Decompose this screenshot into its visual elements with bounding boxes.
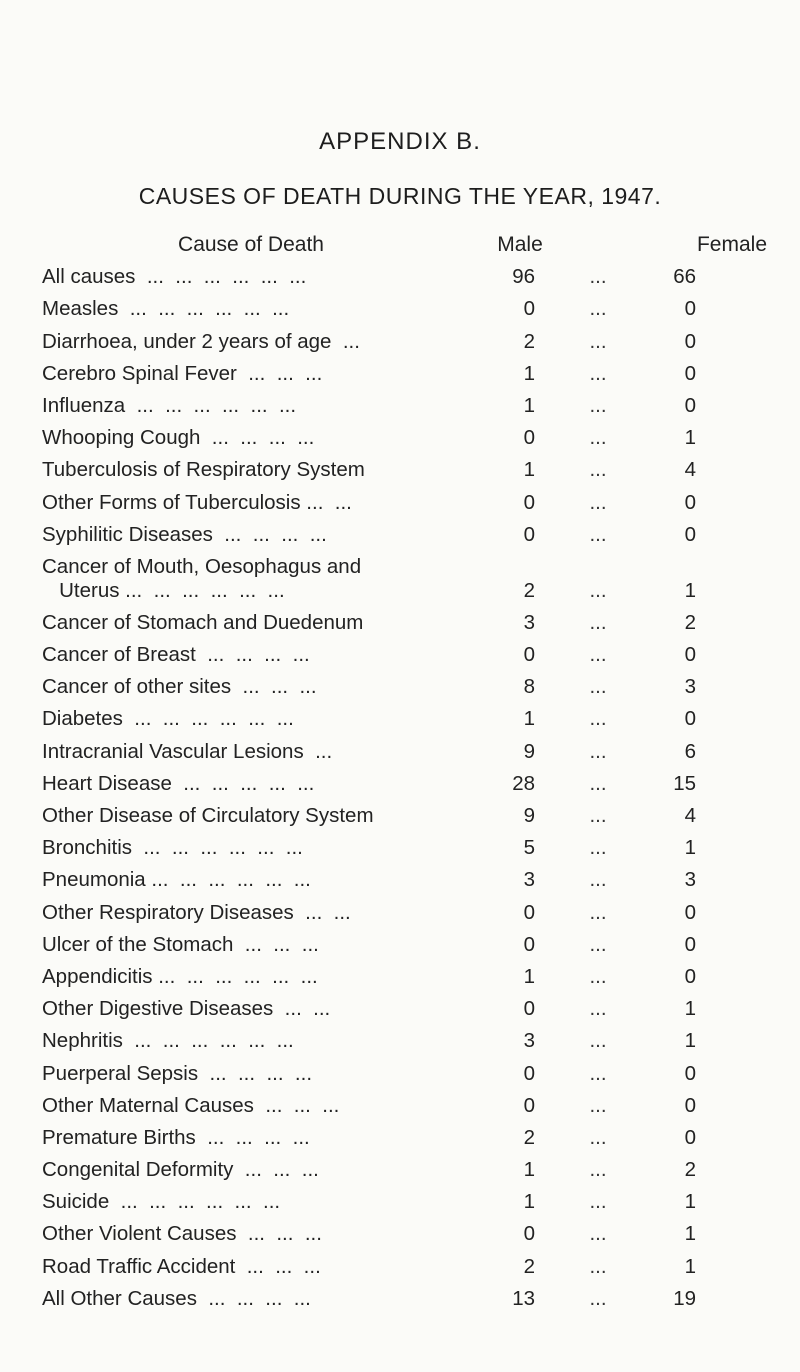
leader-dots: ... [589,329,607,353]
leader-dots: ... [589,997,607,1021]
cause-cell: Heart Disease ... ... ... ... ... [42,771,315,795]
cause-cell: Puerperal Sepsis ... ... ... ... [42,1061,313,1085]
female-count-cell: 1 [684,1254,696,1278]
female-count-cell: 66 [673,265,696,289]
male-count-cell: 3 [523,1029,535,1053]
table-title: CAUSES OF DEATH DURING THE YEAR, 1947. [138,183,662,209]
cause-cell: Other Disease of Circulatory System [42,804,374,827]
table-row [0,770,800,802]
table-row [0,931,800,963]
male-count-cell: 3 [523,610,535,634]
table-row [0,737,800,769]
male-count-cell: 5 [523,836,535,860]
table-row [0,456,800,488]
leader-dots: ... [589,739,607,763]
female-count-cell: 0 [684,900,696,924]
cause-cell: Nephritis ... ... ... ... ... ... [42,1029,294,1053]
leader-dots: ... [589,707,607,731]
cause-cell: Premature Births ... ... ... ... [42,1125,310,1149]
leader-dots: ... [589,578,607,602]
table-row [0,488,800,520]
male-count-cell: 0 [523,297,535,321]
male-count-cell: 1 [523,458,535,482]
leader-dots: ... [589,1222,607,1246]
male-count-cell: 0 [523,1093,535,1117]
cause-cell: Appendicitis ... ... ... ... ... ... [42,964,318,988]
table-row [0,295,800,327]
cause-cell: Syphilitic Diseases ... ... ... ... [42,522,327,546]
column-header-cause: Cause of Death [178,233,324,256]
table-row [0,424,800,456]
appendix-heading: APPENDIX B. [319,128,481,155]
female-count-cell: 0 [684,490,696,514]
male-count-cell: 3 [523,868,535,892]
leader-dots: ... [589,458,607,482]
female-count-cell: 1 [684,1029,696,1053]
female-count-cell: 1 [684,426,696,450]
table-row [0,834,800,866]
cause-cell: Cancer of Mouth, Oesophagus and Uterus ... ... ... ... ... ... [42,554,362,602]
table-row [0,705,800,737]
table-row [0,963,800,995]
male-count-cell: 0 [523,1061,535,1085]
leader-dots: ... [589,393,607,417]
table-row [0,327,800,359]
cause-cell: Influenza ... ... ... ... ... ... [42,393,297,417]
table-row [0,1027,800,1059]
male-count-cell: 2 [523,329,535,353]
leader-dots: ... [589,643,607,667]
cause-cell: Congenital Deformity ... ... ... [42,1158,319,1182]
table-row [0,1124,800,1156]
leader-dots: ... [589,771,607,795]
leader-dots: ... [589,1093,607,1117]
cause-cell: Other Maternal Causes ... ... ... [42,1093,340,1117]
table-row [0,995,800,1027]
female-count-cell: 1 [684,1222,696,1246]
female-count-cell: 0 [684,393,696,417]
male-count-cell: 0 [523,522,535,546]
male-count-cell: 2 [523,1254,535,1278]
male-count-cell: 28 [512,771,535,795]
female-count-cell: 6 [684,739,696,763]
table-row [0,521,800,553]
leader-dots: ... [589,522,607,546]
cause-cell: Pneumonia ... ... ... ... ... ... [42,868,311,892]
leader-dots: ... [589,900,607,924]
female-count-cell: 3 [684,675,696,699]
female-count-cell: 0 [684,297,696,321]
female-count-cell: 1 [684,836,696,860]
leader-dots: ... [589,675,607,699]
male-count-cell: 1 [523,1158,535,1182]
cause-cell: All Other Causes ... ... ... ... [42,1286,311,1310]
male-count-cell: 2 [523,578,535,602]
column-header-female: Female [696,233,768,256]
table-row [0,866,800,898]
female-count-cell: 1 [684,997,696,1021]
table-row [0,1059,800,1091]
female-count-cell: 2 [684,610,696,634]
cause-cell: Road Traffic Accident ... ... ... [42,1254,321,1278]
cause-cell: Diabetes ... ... ... ... ... ... [42,707,294,731]
cause-cell: Suicide ... ... ... ... ... ... [42,1190,281,1214]
leader-dots: ... [589,1190,607,1214]
table-row [0,609,800,641]
leader-dots: ... [589,1254,607,1278]
male-count-cell: 96 [512,265,535,289]
table-row [0,1156,800,1188]
leader-dots: ... [589,610,607,634]
leader-dots: ... [589,1286,607,1310]
cause-cell: Cerebro Spinal Fever ... ... ... [42,361,323,385]
female-count-cell: 0 [684,707,696,731]
table-row [0,553,800,609]
male-count-cell: 1 [523,964,535,988]
leader-dots: ... [589,1158,607,1182]
cause-cell: Bronchitis ... ... ... ... ... ... [42,836,303,860]
cause-cell: Diarrhoea, under 2 years of age ... [42,329,360,353]
leader-dots: ... [589,836,607,860]
leader-dots: ... [589,1029,607,1053]
cause-cell: Intracranial Vascular Lesions ... [42,739,333,763]
male-count-cell: 1 [523,707,535,731]
table-row [0,392,800,424]
female-count-cell: 0 [684,964,696,988]
female-count-cell: 15 [673,771,696,795]
table-row [0,1188,800,1220]
table-row [0,898,800,930]
leader-dots: ... [589,426,607,450]
female-count-cell: 4 [684,458,696,482]
female-count-cell: 0 [684,329,696,353]
cause-cell: Tuberculosis of Respiratory System [42,458,365,482]
male-count-cell: 8 [523,675,535,699]
table-row [0,802,800,834]
table-row [0,1285,800,1317]
cause-cell: Other Violent Causes ... ... ... [42,1222,322,1246]
male-count-cell: 1 [523,361,535,385]
female-count-cell: 0 [684,932,696,956]
cause-cell: Whooping Cough ... ... ... ... [42,426,315,450]
leader-dots: ... [589,804,607,827]
table-row [0,673,800,705]
female-count-cell: 1 [684,578,696,602]
male-count-cell: 2 [523,1125,535,1149]
leader-dots: ... [589,490,607,514]
causes-table [0,263,800,1317]
male-count-cell: 1 [523,1190,535,1214]
female-count-cell: 0 [684,522,696,546]
table-row [0,360,800,392]
male-count-cell: 9 [523,739,535,763]
cause-cell: Other Forms of Tuberculosis ... ... [42,490,352,514]
cause-cell: Measles ... ... ... ... ... ... [42,297,290,321]
male-count-cell: 0 [523,490,535,514]
table-row [0,1252,800,1284]
leader-dots: ... [589,361,607,385]
table-row [0,1220,800,1252]
cause-cell: Cancer of Stomach and Duedenum [42,610,364,634]
leader-dots: ... [589,932,607,956]
table-row [0,263,800,295]
cause-cell: Cancer of Breast ... ... ... ... [42,643,310,667]
male-count-cell: 0 [523,900,535,924]
female-count-cell: 0 [684,1061,696,1085]
female-count-cell: 0 [684,361,696,385]
table-row [0,1092,800,1124]
female-count-cell: 1 [684,1190,696,1214]
male-count-cell: 13 [512,1286,535,1310]
leader-dots: ... [589,297,607,321]
cause-cell: All causes ... ... ... ... ... ... [42,265,307,289]
male-count-cell: 0 [523,932,535,956]
female-count-cell: 0 [684,1125,696,1149]
male-count-cell: 1 [523,393,535,417]
female-count-cell: 0 [684,643,696,667]
female-count-cell: 2 [684,1158,696,1182]
leader-dots: ... [589,964,607,988]
cause-cell: Other Respiratory Diseases ... ... [42,900,351,924]
table-row [0,641,800,673]
female-count-cell: 4 [684,804,696,827]
leader-dots: ... [589,1061,607,1085]
cause-cell: Other Digestive Diseases ... ... [42,997,331,1021]
female-count-cell: 19 [673,1286,696,1310]
column-header-male: Male [497,233,543,256]
male-count-cell: 0 [523,997,535,1021]
cause-cell: Cancer of other sites ... ... ... [42,675,317,699]
male-count-cell: 9 [523,804,535,827]
female-count-cell: 0 [684,1093,696,1117]
leader-dots: ... [589,1125,607,1149]
female-count-cell: 3 [684,868,696,892]
leader-dots: ... [589,265,607,289]
male-count-cell: 0 [523,1222,535,1246]
male-count-cell: 0 [523,426,535,450]
leader-dots: ... [589,868,607,892]
cause-cell: Ulcer of the Stomach ... ... ... [42,932,319,956]
male-count-cell: 0 [523,643,535,667]
